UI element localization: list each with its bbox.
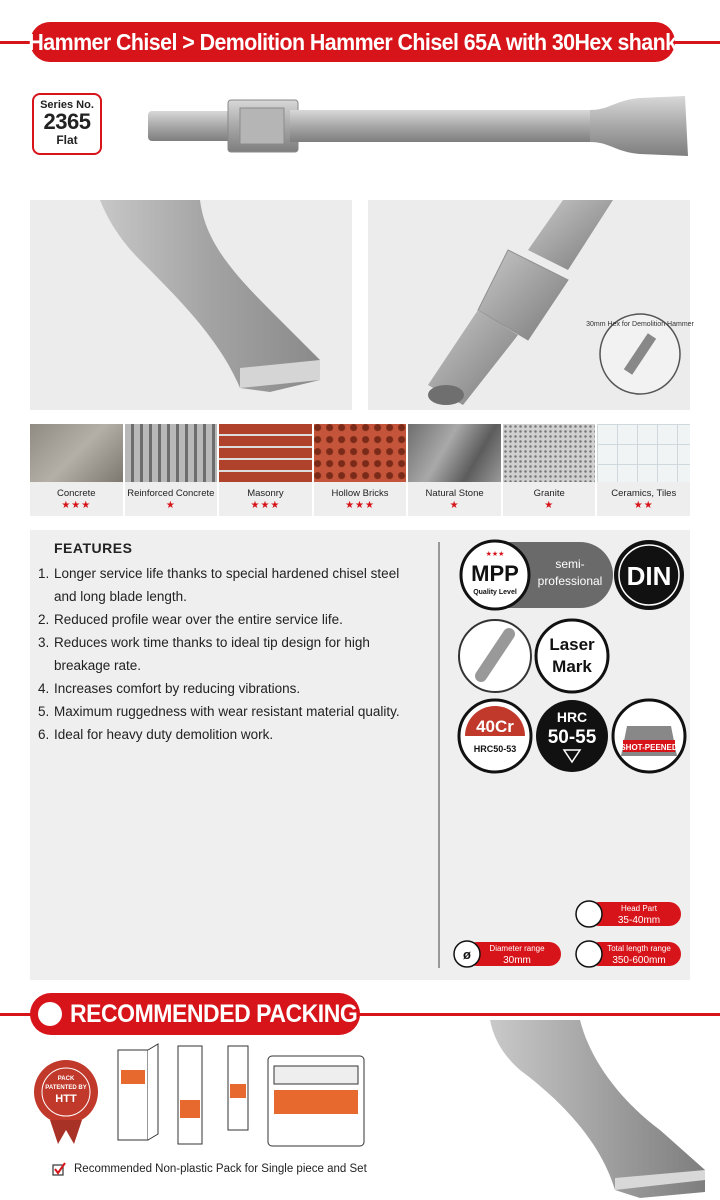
chisel-tip-image (470, 1020, 720, 1200)
head-icon (576, 901, 602, 927)
hollow-bricks-texture (314, 424, 407, 482)
material-label: Masonry (247, 488, 284, 499)
seal-top: PACK (57, 1076, 75, 1082)
cr-text: 40Cr (476, 717, 514, 736)
feature-item: 3. Reduces work time thanks to ideal tip design for high breakage rate. (38, 635, 370, 673)
shank-closeup-photo (368, 200, 694, 410)
material-rating: ★★ (633, 500, 654, 511)
din-text: DIN (626, 561, 672, 591)
material-label: Hollow Bricks (331, 488, 389, 499)
product-image (140, 88, 700, 168)
series-type: Flat (56, 133, 78, 147)
packing-note (52, 1162, 367, 1176)
head-label: Head Part (620, 904, 658, 913)
features-list (38, 562, 438, 746)
materials-strip (30, 424, 690, 516)
length-icon (576, 941, 602, 967)
hex-stamp-icon (586, 312, 694, 396)
natural-stone-texture (408, 424, 501, 482)
svg-text:ø: ø (463, 947, 471, 962)
hex-stamp-text: 30mm Hex for Demolition Hammer (586, 321, 694, 328)
features-panel (30, 530, 690, 980)
material-rating: ★★★ (61, 500, 92, 511)
material-rating: ★★★ (345, 500, 375, 511)
packing-note-text: Recommended Non-plastic Pack for Single piece and Set (74, 1163, 367, 1175)
mpp-stars: ★★★ (485, 551, 505, 558)
series-label: Series No. (40, 99, 94, 111)
panel-divider (438, 542, 440, 968)
mark-text: Mark (552, 657, 592, 676)
concrete-texture (30, 424, 123, 482)
set-pack (268, 1056, 364, 1146)
material-label: Concrete (57, 488, 96, 499)
tip-closeup-photo (30, 200, 352, 410)
feature-item: 1. Longer service life thanks to special hardened chisel steel and long blade length. (38, 566, 400, 604)
length-value: 350-600mm (612, 955, 666, 966)
feature-item: 5. Maximum ruggedness with wear resistant material quality. (38, 704, 400, 719)
material-natural-stone (408, 424, 501, 516)
professional-text: professional (537, 574, 603, 588)
masonry-texture (219, 424, 312, 482)
material-rating: ★★★ (250, 500, 281, 511)
features-title: FEATURES (54, 540, 133, 556)
single-pack-2 (178, 1046, 202, 1144)
material-label: Natural Stone (425, 488, 484, 499)
granite-texture (503, 424, 596, 482)
shot-text: SHOT-PEENED (620, 743, 678, 752)
mpp-sub: Quality Level (473, 589, 517, 596)
series-number: 2365 (43, 109, 91, 134)
mpp-text: MPP (471, 561, 519, 586)
hrc-value: 50-55 (547, 727, 597, 748)
bullet-dot (38, 1002, 62, 1026)
feature-item: 2. Reduced profile wear over the entire service life. (38, 612, 343, 627)
diameter-value: 30mm (503, 955, 531, 966)
cr-sub: HRC50-53 (473, 744, 517, 754)
material-ceramics-tiles (597, 424, 690, 516)
features-section (30, 530, 440, 980)
hrc-text: HRC (556, 709, 588, 725)
series-badge (32, 93, 102, 155)
material-rating: ★ (165, 500, 176, 511)
single-pack-1 (118, 1044, 158, 1140)
material-rating: ★ (544, 500, 555, 511)
laser-mark-badge (536, 620, 608, 692)
head-value: 35-40mm (617, 915, 661, 926)
material-hollow-bricks (314, 424, 407, 516)
packing-title: RECOMMENDED PACKING (70, 999, 358, 1028)
packing-illustration (28, 1040, 368, 1160)
feature-item: 4. Increases comfort by reducing vibrations. (38, 681, 301, 696)
length-label: Total length range (607, 944, 671, 953)
seal-brand: HTT (55, 1093, 77, 1105)
material-masonry (219, 424, 312, 516)
material-reinforced-concrete (125, 424, 218, 516)
certification-icons (445, 530, 690, 980)
title-banner (30, 22, 675, 62)
single-pack-3 (228, 1046, 248, 1130)
seal-mid: PATENTED BY (45, 1085, 87, 1091)
diameter-label: Diameter range (489, 944, 545, 953)
reinforced-concrete-texture (125, 424, 218, 482)
laser-text: Laser (549, 635, 595, 654)
patent-seal (34, 1060, 98, 1124)
page-title: Hammer Chisel > Demolition Hammer Chisel 65A with 30Hex shank (28, 28, 677, 55)
material-concrete (30, 424, 123, 516)
checkbox-icon (52, 1162, 66, 1176)
material-label: Ceramics, Tiles (611, 488, 677, 499)
semi-text: semi- (555, 557, 585, 571)
feature-item: 6. Ideal for heavy duty demolition work. (38, 727, 274, 742)
material-granite (503, 424, 596, 516)
material-label: Reinforced Concrete (127, 488, 215, 499)
material-label: Granite (533, 488, 565, 499)
material-rating: ★ (449, 500, 460, 511)
packing-banner (30, 993, 360, 1035)
ceramics-texture (597, 424, 690, 482)
